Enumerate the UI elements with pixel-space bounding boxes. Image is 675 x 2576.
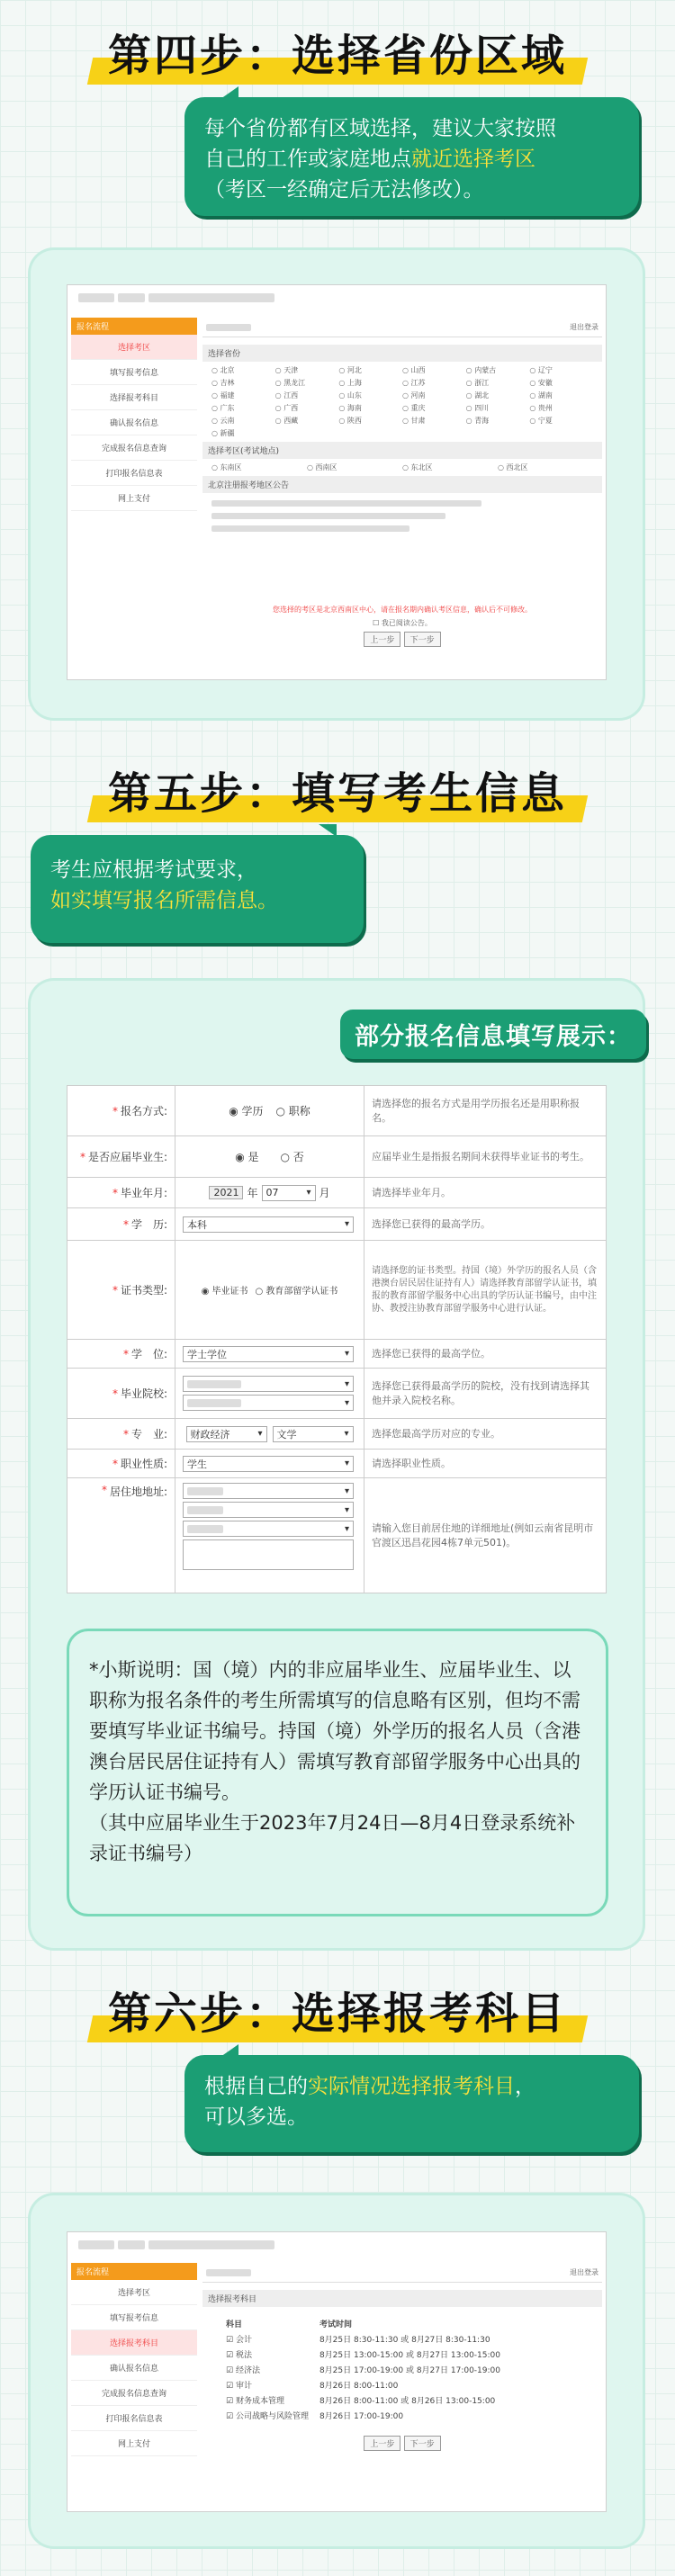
section-area: 选择考区(考试地点)	[202, 442, 602, 459]
sidebar-item[interactable]: 完成报名信息查询	[71, 2381, 197, 2406]
logout-link[interactable]: 退出登录	[570, 2268, 598, 2276]
area-grid[interactable]	[202, 459, 602, 476]
province-option[interactable]: ○ 重庆	[402, 403, 466, 413]
form-row-address: * 居住地地址: ▾ ▾ ▾ 请输入您目前居住地的详细地址(例如云南省昆明市官渡区迅昌花园4栋7单元501)。	[68, 1478, 606, 1593]
step5-text-1: 考生应根据考试要求，	[50, 858, 257, 882]
subject-checkbox[interactable]: ☑ 经济法	[226, 2366, 260, 2375]
shot1-sidebar	[71, 318, 197, 511]
sidebar-item[interactable]: 打印报名信息表	[71, 2406, 197, 2431]
province-option[interactable]: ○ 辽宁	[529, 365, 593, 375]
subject-time: 8月26日 8:00-11:00	[319, 2382, 399, 2391]
subject-checkbox[interactable]: ☑ 税法	[226, 2351, 252, 2360]
province-option[interactable]: ○ 四川	[466, 403, 530, 413]
province-option[interactable]: ○ 贵州	[529, 403, 593, 413]
subject-table: 科目 考试时间 ☑ 会计 8月25日 8:30-11:30 或 8月27日 8:30-11:30 ☑ 税法 8月25日 13:00-15:00 或 8月27日 13:00-15:00 ☑ 经济法 8月25日 17:00-19:00 或 8月27日 17:00-19:00 ☑ 审计 8月26日 8:00-11:00 ☑ 财务成本管理 8月26日 8:00-11:00 或 8月26日 13:00-15:00 ☑ 公司战略与风险管理 8月26日 17:00-19:00	[220, 2316, 506, 2423]
province-option[interactable]: ○ 吉林	[212, 378, 275, 388]
province-option[interactable]: ○ 广东	[212, 403, 275, 413]
grad-month-select[interactable]: 07 ▾	[262, 1185, 316, 1201]
step4-text-1: 每个省份都有区域选择，建议大家按照	[204, 117, 556, 140]
province-option[interactable]: ○ 山东	[338, 390, 402, 400]
screenshot-subject-select	[67, 2231, 607, 2512]
subject-row[interactable]	[220, 2408, 506, 2423]
subject-time: 8月25日 17:00-19:00 或 8月27日 17:00-19:00	[319, 2366, 500, 2375]
step5-title-bar	[90, 758, 585, 830]
province-option[interactable]: ○ 湖南	[529, 390, 593, 400]
school-select-1[interactable]	[183, 1376, 354, 1392]
method-radio-degree[interactable]: ◉ 学历	[229, 1103, 263, 1118]
form-row-grad-date: * 毕业年月: 2021 年 07 ▾ 月 请选择毕业年月。	[68, 1178, 606, 1208]
sidebar-item[interactable]: 选择考区	[71, 335, 197, 360]
logout-link[interactable]: 退出登录	[570, 323, 598, 331]
address-district-select[interactable]	[183, 1521, 354, 1537]
area-option[interactable]: ○ 西南区	[307, 462, 402, 472]
screenshot-area-select	[67, 284, 607, 680]
sidebar-item[interactable]: 选择报考科目	[71, 2330, 197, 2356]
step4-title: 第四步：选择省份区域	[107, 31, 567, 81]
subject-time: 8月26日 8:00-11:00 或 8月26日 13:00-15:00	[319, 2397, 496, 2406]
province-option[interactable]: ○ 江西	[275, 390, 339, 400]
step4-bubble	[184, 97, 639, 216]
province-option[interactable]: ○ 湖北	[466, 390, 530, 400]
education-select[interactable]: 本科 ▾	[183, 1216, 354, 1233]
step5-bubble	[31, 835, 364, 943]
subject-row[interactable]	[220, 2347, 506, 2362]
sidebar-item[interactable]: 填写报考信息	[71, 360, 197, 385]
section-notice: 北京注册报考地区公告	[202, 476, 602, 493]
step6-text-1: 根据自己的实际情况选择报考科目，	[204, 2075, 536, 2098]
province-option[interactable]: ○ 海南	[338, 403, 402, 413]
grad-year-input[interactable]: 2021	[209, 1186, 243, 1199]
step5-text-2: 如实填写报名所需信息。	[50, 889, 278, 912]
province-option[interactable]: ○ 河南	[402, 390, 466, 400]
province-option[interactable]: ○ 天津	[275, 365, 339, 375]
form-row-occupation: * 职业性质: 学生 ▾ 请选择职业性质。	[68, 1450, 606, 1478]
cert-radio-overseas[interactable]: ○ 教育部留学认证书	[256, 1283, 338, 1297]
sidebar-item[interactable]: 网上支付	[71, 2431, 197, 2456]
agree-checkbox[interactable]: ☐ 我已阅读公告。	[373, 619, 432, 627]
step6-title-bar	[90, 1978, 585, 2050]
address-detail-input[interactable]	[183, 1539, 354, 1570]
province-option[interactable]: ○ 陕西	[338, 416, 402, 426]
form-row-education: * 学 历: 本科 ▾ 选择您已获得的最高学历。	[68, 1208, 606, 1241]
subject-checkbox[interactable]: ☑ 会计	[226, 2336, 252, 2345]
area-confirm-text: 您选择的考区是北京西南区中心，请在报名期内确认考区信息，确认后不可修改。	[273, 606, 532, 614]
graduate-radio-yes[interactable]: ◉ 是	[235, 1149, 258, 1164]
major-select-2[interactable]: 文学 ▾	[273, 1426, 354, 1442]
subject-row[interactable]	[220, 2392, 506, 2408]
occupation-select[interactable]: 学生 ▾	[183, 1456, 354, 1472]
province-option[interactable]: ○ 山西	[402, 365, 466, 375]
form-section-heading: 部分报名信息填写展示：	[340, 1010, 646, 1059]
area-option[interactable]: ○ 东北区	[402, 462, 498, 472]
registration-form	[67, 1085, 607, 1593]
province-option[interactable]: ○ 青海	[466, 416, 530, 426]
subject-time: 8月25日 8:30-11:30 或 8月27日 8:30-11:30	[319, 2336, 490, 2345]
method-radio-title[interactable]: ○ 职称	[276, 1103, 310, 1118]
address-province-select[interactable]	[183, 1483, 354, 1499]
major-select-1[interactable]: 财政经济 ▾	[186, 1426, 267, 1442]
province-option[interactable]: ○ 河北	[338, 365, 402, 375]
sidebar-header: 报名流程	[71, 2263, 197, 2280]
step6-text-2: 可以多选。	[204, 2105, 308, 2129]
province-option[interactable]: ○ 北京	[212, 365, 275, 375]
province-option[interactable]: ○ 黑龙江	[275, 378, 339, 388]
subject-row[interactable]	[220, 2362, 506, 2377]
form-row-school: * 毕业院校: ▾ ▾ 选择您已获得最高学历的院校，没有找到请选择其他并录入院校名称。	[68, 1369, 606, 1419]
subject-time: 8月25日 13:00-15:00 或 8月27日 13:00-15:00	[319, 2351, 500, 2360]
sidebar-item[interactable]: 打印报名信息表	[71, 461, 197, 486]
province-option[interactable]: ○ 甘肃	[402, 416, 466, 426]
province-grid[interactable]	[202, 362, 602, 442]
next-button[interactable]: 下一步	[404, 2436, 441, 2451]
sidebar-item[interactable]: 确认报名信息	[71, 410, 197, 435]
form-row-major: * 专 业: 财政经济 ▾ 文学 ▾ 选择您最高学历对应的专业。	[68, 1419, 606, 1450]
step4-text-3: （考区一经确定后无法修改）。	[204, 178, 484, 202]
subject-row[interactable]	[220, 2331, 506, 2347]
shot2-sidebar	[71, 2263, 197, 2456]
step4-title-bar	[90, 20, 585, 92]
province-option[interactable]: ○ 江苏	[402, 378, 466, 388]
subject-checkbox[interactable]: ☑ 审计	[226, 2382, 252, 2391]
next-button[interactable]: 下一步	[404, 632, 441, 647]
sidebar-item[interactable]: 网上支付	[71, 486, 197, 511]
province-option[interactable]: ○ 宁夏	[529, 416, 593, 426]
sidebar-item[interactable]: 确认报名信息	[71, 2356, 197, 2381]
section-province: 选择省份	[202, 345, 602, 362]
note-text-1: *小斯说明：国（境）内的非应届毕业生、应届毕业生、以职称为报名条件的考生所需填写的信息略有区别，但均不需要填写毕业证书编号。持国（境）外学历的报名人员（含港澳台居民居住证持有人）需填写教育部留学服务中心出具的学历认证书编号。	[89, 1659, 580, 1803]
prev-button[interactable]: 上一步	[364, 2436, 400, 2451]
province-option[interactable]: ○ 西藏	[275, 416, 339, 426]
school-select-2[interactable]	[183, 1395, 354, 1411]
section-subjects: 选择报考科目	[202, 2290, 602, 2307]
step4-text-2: 自己的工作或家庭地点就近选择考区	[204, 148, 536, 171]
explanation-note	[67, 1629, 608, 1916]
graduate-radio-no[interactable]: ○ 否	[281, 1149, 304, 1164]
form-row-certificate: * 证书类型: ◉ 毕业证书 ○ 教育部留学认证书 请选择您的证书类型。持国（境）外学历的报名人员（含港澳台居民居住证持有人）请选择教育部留学认证书，填报的教育部留学服务中心出具的学历认证书编号，由中注协、教授注协教育部留学服务中心进行认证。	[68, 1241, 606, 1340]
province-option[interactable]: ○ 上海	[338, 378, 402, 388]
province-option[interactable]: ○ 福建	[212, 390, 275, 400]
subject-time: 8月26日 17:00-19:00	[319, 2412, 404, 2421]
step6-title: 第六步：选择报考科目	[107, 1988, 567, 2039]
address-city-select[interactable]	[183, 1502, 354, 1518]
area-option[interactable]: ○ 西北区	[498, 462, 593, 472]
area-option[interactable]: ○ 东南区	[212, 462, 307, 472]
form-row-degree: * 学 位: 学士学位 ▾ 选择您已获得的最高学位。	[68, 1340, 606, 1369]
province-option[interactable]: ○ 内蒙古	[466, 365, 530, 375]
sidebar-item[interactable]: 选择考区	[71, 2280, 197, 2305]
step6-bubble	[184, 2055, 639, 2152]
step5-title: 第五步：填写考生信息	[107, 768, 567, 819]
prev-button[interactable]: 上一步	[364, 632, 400, 647]
province-option[interactable]: ○ 广西	[275, 403, 339, 413]
province-option[interactable]: ○ 浙江	[466, 378, 530, 388]
subject-row[interactable]	[220, 2377, 506, 2392]
sidebar-header: 报名流程	[71, 318, 197, 335]
sidebar-item[interactable]: 填写报考信息	[71, 2305, 197, 2330]
province-option[interactable]: ○ 云南	[212, 416, 275, 426]
province-option[interactable]: ○ 新疆	[212, 428, 275, 438]
note-text-2: （其中应届毕业生于2023年7月24日—8月4日登录系统补录证书编号）	[89, 1812, 576, 1864]
subject-checkbox[interactable]: ☑ 公司战略与风险管理	[226, 2412, 309, 2421]
sidebar-item[interactable]: 选择报考科目	[71, 385, 197, 410]
cert-radio-diploma[interactable]: ◉ 毕业证书	[202, 1283, 248, 1297]
form-row-graduate: * 是否应届毕业生: ◉ 是 ○ 否 应届毕业生是指报名期间未获得毕业证书的考生。	[68, 1136, 606, 1178]
degree-select[interactable]: 学士学位 ▾	[183, 1346, 354, 1362]
subject-checkbox[interactable]: ☑ 财务成本管理	[226, 2397, 284, 2406]
sidebar-item[interactable]: 完成报名信息查询	[71, 435, 197, 461]
form-row-method: * 报名方式: ◉ 学历 ○ 职称 请选择您的报名方式是用学历报名还是用职称报名。	[68, 1086, 606, 1136]
province-option[interactable]: ○ 安徽	[529, 378, 593, 388]
